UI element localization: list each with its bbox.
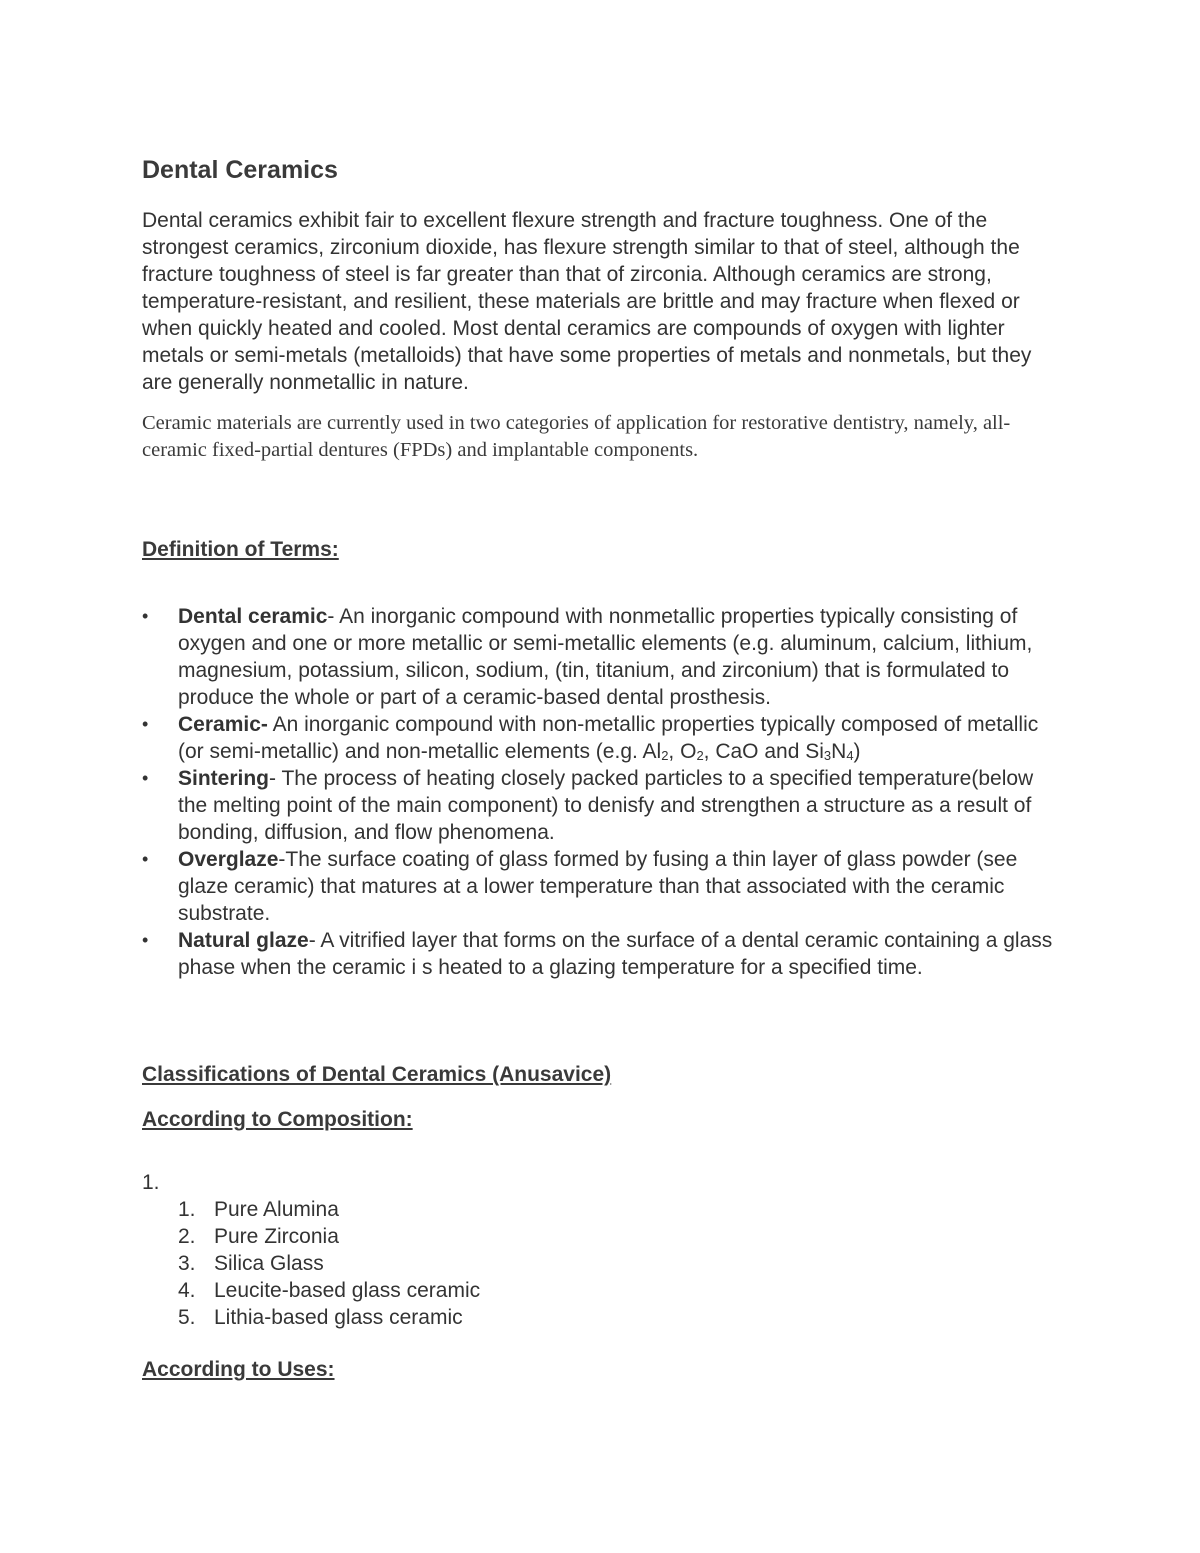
list-number: 5. [178,1306,196,1329]
list-number: 1. [178,1198,196,1221]
definition-item-overglaze [142,846,1062,927]
uses-heading: According to Uses: [142,1358,335,1381]
definition-text: -The surface coating of glass formed by fusing a thin layer of glass powder (see glaze ceramic) that matures at a lower temperature than that associated with the ceramic substrate. [178,848,1018,925]
definition-term: Natural glaze [178,929,309,952]
bullet-icon: • [142,606,149,626]
formula-text: N [831,740,847,763]
definition-term: Sintering [178,767,270,790]
classifications-heading: Classifications of Dental Ceramics (Anusavice) [142,1063,612,1086]
composition-label: Silica Glass [214,1252,324,1275]
bullet-icon: • [142,849,149,869]
formula-text: ) [853,740,861,763]
composition-heading: According to Composition: [142,1108,413,1131]
definition-item-sintering [142,765,1062,846]
document-title: Dental Ceramics [142,156,338,184]
outer-list-number: 1. [142,1171,160,1194]
bullet-icon: • [142,930,149,950]
composition-label: Leucite-based glass ceramic [214,1279,481,1302]
formula-subscript: 2 [661,748,669,763]
formula-subscript: 3 [823,748,832,763]
composition-item [178,1250,1062,1277]
definition-term: Overglaze [178,848,279,871]
composition-label: Pure Zirconia [214,1225,339,1248]
bullet-icon: • [142,714,149,734]
composition-item [178,1277,1062,1304]
list-number: 4. [178,1279,196,1302]
definition-text: - A vitrified layer that forms on the surface of a dental ceramic containing a glass phase when the ceramic i s heated to a glazing temperature for a specified time. [178,929,1053,979]
composition-item [178,1196,1062,1223]
definition-text: An inorganic compound with non-metallic properties typically composed of metallic (or semi-metallic) and non-metallic elements (e.g. Al [178,713,1039,763]
intro-paragraph: Dental ceramics exhibit fair to excellent flexure strength and fracture toughness. One of the strongest ceramics, zirconium dioxide, has flexure strength similar to that of steel, although the fracture toughness of steel is far greater than that of zirconia. Although ceramics are strong, temperature-resistant, and resilient, these materials are brittle and may fracture when flexed or when quickly heated and cooled. Most dental ceramics are compounds of oxygen with lighter metals or semi-metals (metalloids) that have some properties of metals and nonmetals, but they are generally nonmetallic in nature. [142,209,1032,394]
bullet-icon: • [142,768,149,788]
application-paragraph: Ceramic materials are currently used in two categories of application for restorative dentistry, namely, all-ceramic fixed-partial dentures (FPDs) and implantable components. [142,412,1011,461]
formula-subscript: 4 [846,748,854,763]
formula-subscript: 2 [696,748,704,763]
definition-term: Ceramic- [178,713,268,736]
composition-label: Lithia-based glass ceramic [214,1306,463,1329]
list-number: 3. [178,1252,196,1275]
document-page [142,155,1062,1383]
definition-text: - The process of heating closely packed particles to a specified temperature(below the melting point of the main component) to denisfy and strengthen a structure as a result of bonding, diffusion, and flow phenomena. [178,767,1034,844]
formula-text: , CaO and Si [703,740,824,763]
list-number: 2. [178,1225,196,1248]
composition-item [178,1304,1062,1331]
composition-label: Pure Alumina [214,1198,339,1221]
definition-item-dental-ceramic [142,603,1062,711]
formula-text: , O [668,740,697,763]
definition-item-ceramic [142,711,1062,765]
definition-term: Dental ceramic [178,605,328,628]
definition-text: - An inorganic compound with nonmetallic properties typically consisting of oxygen and one or more metallic or semi-metallic elements (e.g. aluminum, calcium, lithium, magnesium, potassium, silicon, sodium, (tin, titanium, and zirconium) that is formulated to produce the whole or part of a ceramic-based dental prosthesis. [178,605,1033,709]
definition-item-natural-glaze [142,927,1062,981]
composition-list [142,1196,1062,1331]
composition-item [178,1223,1062,1250]
definitions-list [142,603,1062,981]
definitions-heading: Definition of Terms: [142,538,339,561]
